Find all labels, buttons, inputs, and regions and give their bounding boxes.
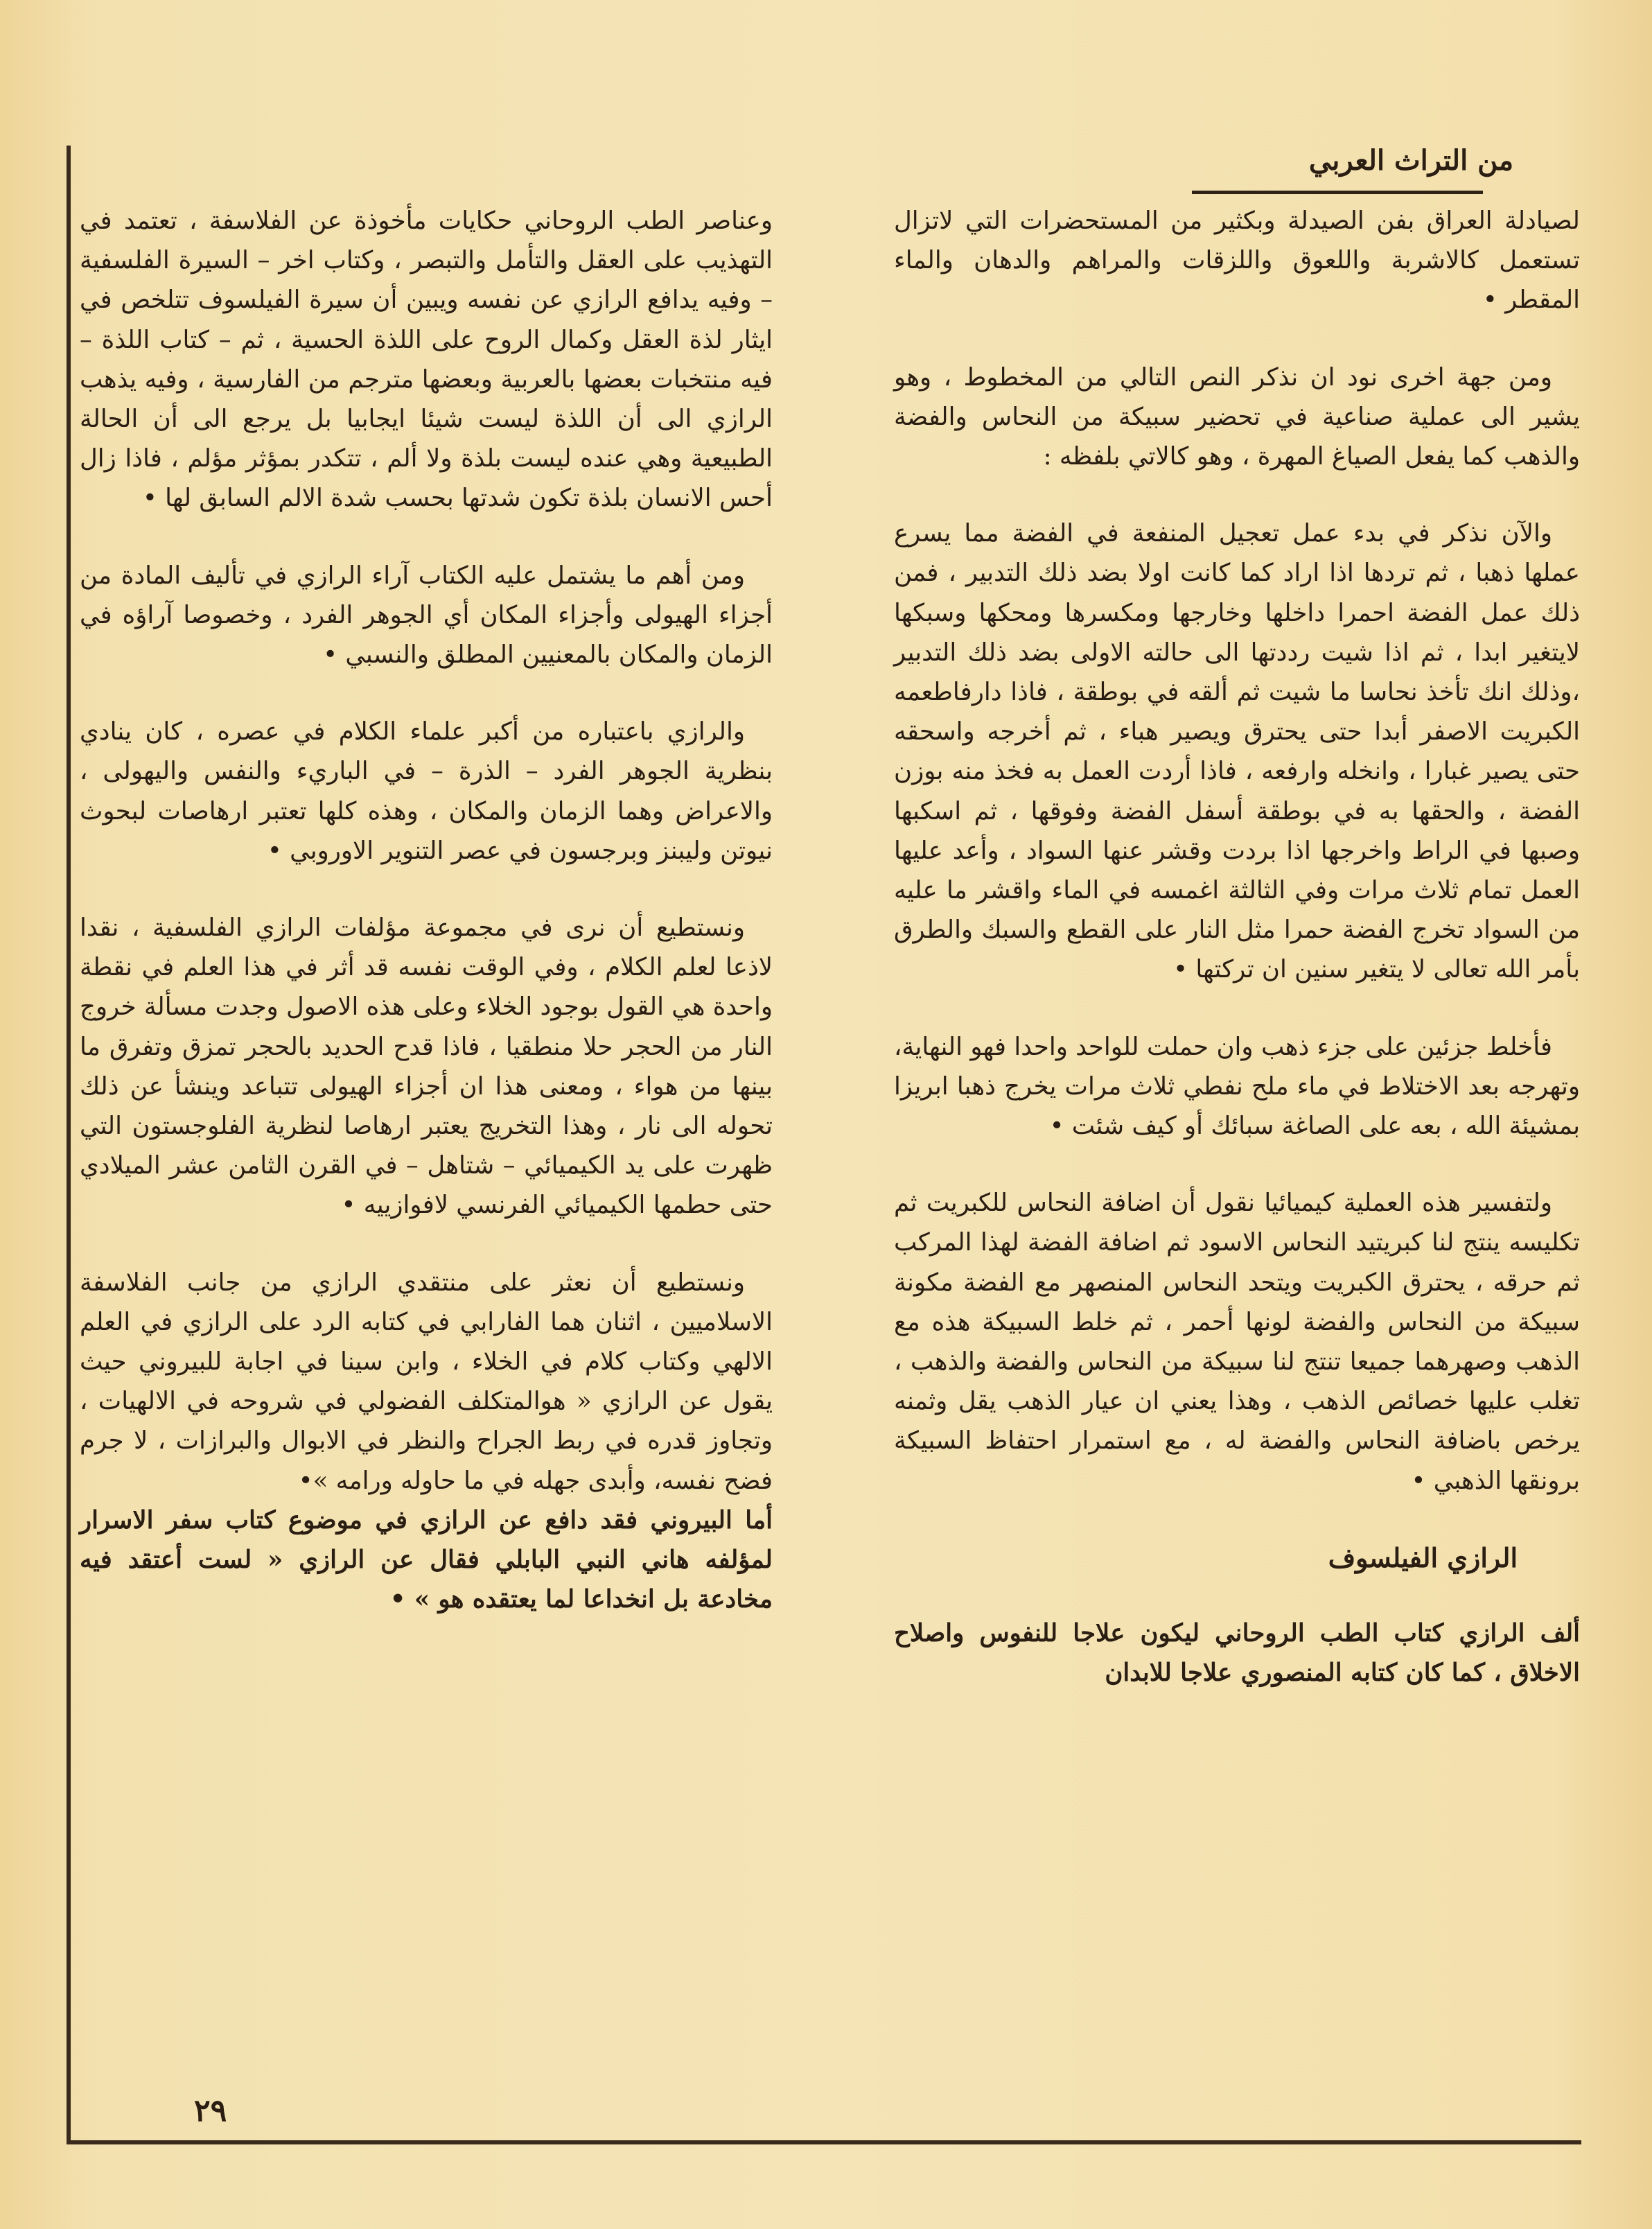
paragraph: وعناصر الطب الروحاني حكايات مأخوذة عن الفلاسفة ، تعتمد في التهذيب على العقل والتأمل والتبصر ، وكتاب اخر – السيرة الفلسفية – وفيه يدافع الرازي عن نفسه ويبين أن سيرة الفيلسوف تتلخص في ايثار لذة العقل وكمال الروح على اللذة الحسية ، ثم – كتاب اللذة – فيه منتخبات بعضها بالعربية وبعضها مترجم من الفارسية ، وفيه يذهب الرازي الى أن اللذة ليست شيئا ايجابيا بل يرجع الى أن الحالة الطبيعية وهي عنده ليست بلذة ولا ألم ، تتكدر بمؤثر مؤلم ، فاذا زال أحس الانسان بلذة تكون شدتها بحسب شدة الالم السابق لها • <box>80 207 773 513</box>
paragraph: ونستطيع أن نعثر على منتقدي الرازي من جانب الفلاسفة الاسلاميين ، اثنان هما الفارابي في كتابه الرد على الرازي في العلم الالهي وكتاب كلام في الخلاء ، وابن سينا في اجابة للبيروني حيث يقول عن الرازي « هوالمتكلف الفضولي في شروحه في الالهيات ، وتجاوز قدره في ربط الجراح والنظر في الابوال والبرازات ، لا جرم فضح نفسه، وأبدى جهله في ما حاوله ورامه »• <box>80 1268 773 1495</box>
paragraph: ومن أهم ما يشتمل عليه الكتاب آراء الرازي في تأليف المادة من أجزاء الهيولى وأجزاء المكان أي الجوهر الفرد ، وخصوصا آراؤه في الزمان والمكان بالمعنيين المطلق والنسبي • <box>80 561 773 670</box>
left-column <box>80 201 773 1620</box>
paragraph: فأخلط جزئين على جزء ذهب وان حملت للواحد واحدا فهو النهاية، وتهرجه بعد الاختلاط في ماء ملح نفطي ثلاث مرات يخرج ذهبا ابريزا بمشيئة الله ، بعه على الصاغة سبائك أو كيف شئت • <box>894 1032 1580 1141</box>
paragraph: ونستطيع أن نرى في مجموعة مؤلفات الرازي الفلسفية ، نقدا لاذعا لعلم الكلام ، وفي الوقت نفسه قد أثر في هذا العلم في نقطة واحدة هي القول بوجود الخلاء وعلى هذه الاصول وجدت مسألة خروج النار من الحجر حلا منطقيا ، فاذا قدح الحديد بالحجر تمزق وتفرق ما بينها من هواء ، ومعنى هذا ان أجزاء الهيولى تتباعد وينشأ عن ذلك تحوله الى نار ، وهذا التخريج يعتبر ارهاصا لنظرية الفلوجستون التي ظهرت على يد الكيميائي – شتاهل – في القرن الثامن عشر الميلادي حتى حطمها الكيميائي الفرنسي لافوازييه • <box>80 914 773 1220</box>
paragraph: والرازي باعتباره من أكبر علماء الكلام في عصره ، كان ينادي بنظرية الجوهر الفرد – الذرة – في الباريء والنفس واليهولى ، والاعراض وهما الزمان والمكان ، وهذه كلها تعتبر ارهاصات لبحوث نيوتن وليبنز وبرجسون في عصر التنوير الاوروبي • <box>80 717 773 865</box>
paragraph: ألف الرازي كتاب الطب الروحاني ليكون علاجا للنفوس واصلاح الاخلاق ، كما كان كتابه المنصوري علاجا للابدان <box>894 1619 1580 1688</box>
right-column <box>894 201 1580 1693</box>
paragraph: ومن جهة اخرى نود ان نذكر النص التالي من المخطوط ، وهو يشير الى عملية صناعية في تحضير سبيكة من النحاس والفضة والذهب كما يفعل الصياغ المهرة ، وهو كالاتي بلفظه : <box>894 362 1580 471</box>
page-number: ٢٩ <box>194 2093 227 2129</box>
header-rule <box>1192 191 1483 194</box>
paragraph: ولتفسير هذه العملية كيميائيا نقول أن اضافة النحاس للكبريت ثم تكليسه ينتج لنا كبريتيد النحاس الاسود ثم اضافة الفضة لهذا المركب ثم حرقه ، يحترق الكبريت ويتحد النحاس المنصهر مع الفضة مكونة سبيكة من النحاس والفضة لونها أحمر ، ثم خلط السبيكة هذه مع الذهب وصهرهما جميعا تنتج لنا سبيكة من النحاس والفضة والذهب ، تغلب عليها خصائص الذهب ، وهذا يعني ان عيار الذهب يقل وثمنه يرخص باضافة النحاس والفضة له ، مع استمرار احتفاظ السبيكة برونقها الذهبي • <box>894 1189 1580 1495</box>
section-header: من التراث العربي <box>1308 144 1513 177</box>
paragraph: والآن نذكر في بدء عمل تعجيل المنفعة في الفضة مما يسرع عملها ذهبا ، ثم تردها اذا اراد كما كانت اولا بضد ذلك التدبير ، فمن ذلك عمل الفضة احمرا داخلها وخارجها ومكسرها ومحكها وسبكها لايتغير ابدا ، ثم اذا شيت رددتها الى حالته الاولى بضد ذلك التدبير ،وذلك انك تأخذ نحاسا ما شيت ثم ألقه في بوطقة ، فاذا دارفاطعمه الكبريت الاصفر أبدا حتى يحترق ويصير هباء ، ثم أخرجه واسحقه حتى يصير غبارا ، وانخله وارفعه ، فاذا أردت العمل به فخذ منه بوزن الفضة ، والحقها به في بوطقة أسفل الفضة وفوقها ، ثم اسكبها وصبها في الراط واخرجها اذا بردت وقشر عنها السواد ، وأعد عليها العمل تمام ثلاث مرات وفي الثالثة اغمسه في الماء واقشر ما عليه من السواد تخرج الفضة حمرا مثل النار على القطع والسبك والطرق بأمر الله تعالى لا يتغير سنين ان تركتها • <box>894 519 1580 984</box>
paragraph: لصيادلة العراق بفن الصيدلة وبكثير من المستحضرات التي لاتزال تستعمل كالاشربة واللعوق واللزقات والمراهم والدهان والماء المقطر • <box>894 207 1580 315</box>
section-heading: الرازي الفيلسوف <box>1328 1541 1518 1573</box>
paragraph: أما البيروني فقد دافع عن الرازي في موضوع كتاب سفر الاسرار لمؤلفه هاني النبي البابلي فقال عن الرازي « لست أعتقد فيه مخادعة بل انخداعا لما يعتقده هو » • <box>80 1505 773 1614</box>
